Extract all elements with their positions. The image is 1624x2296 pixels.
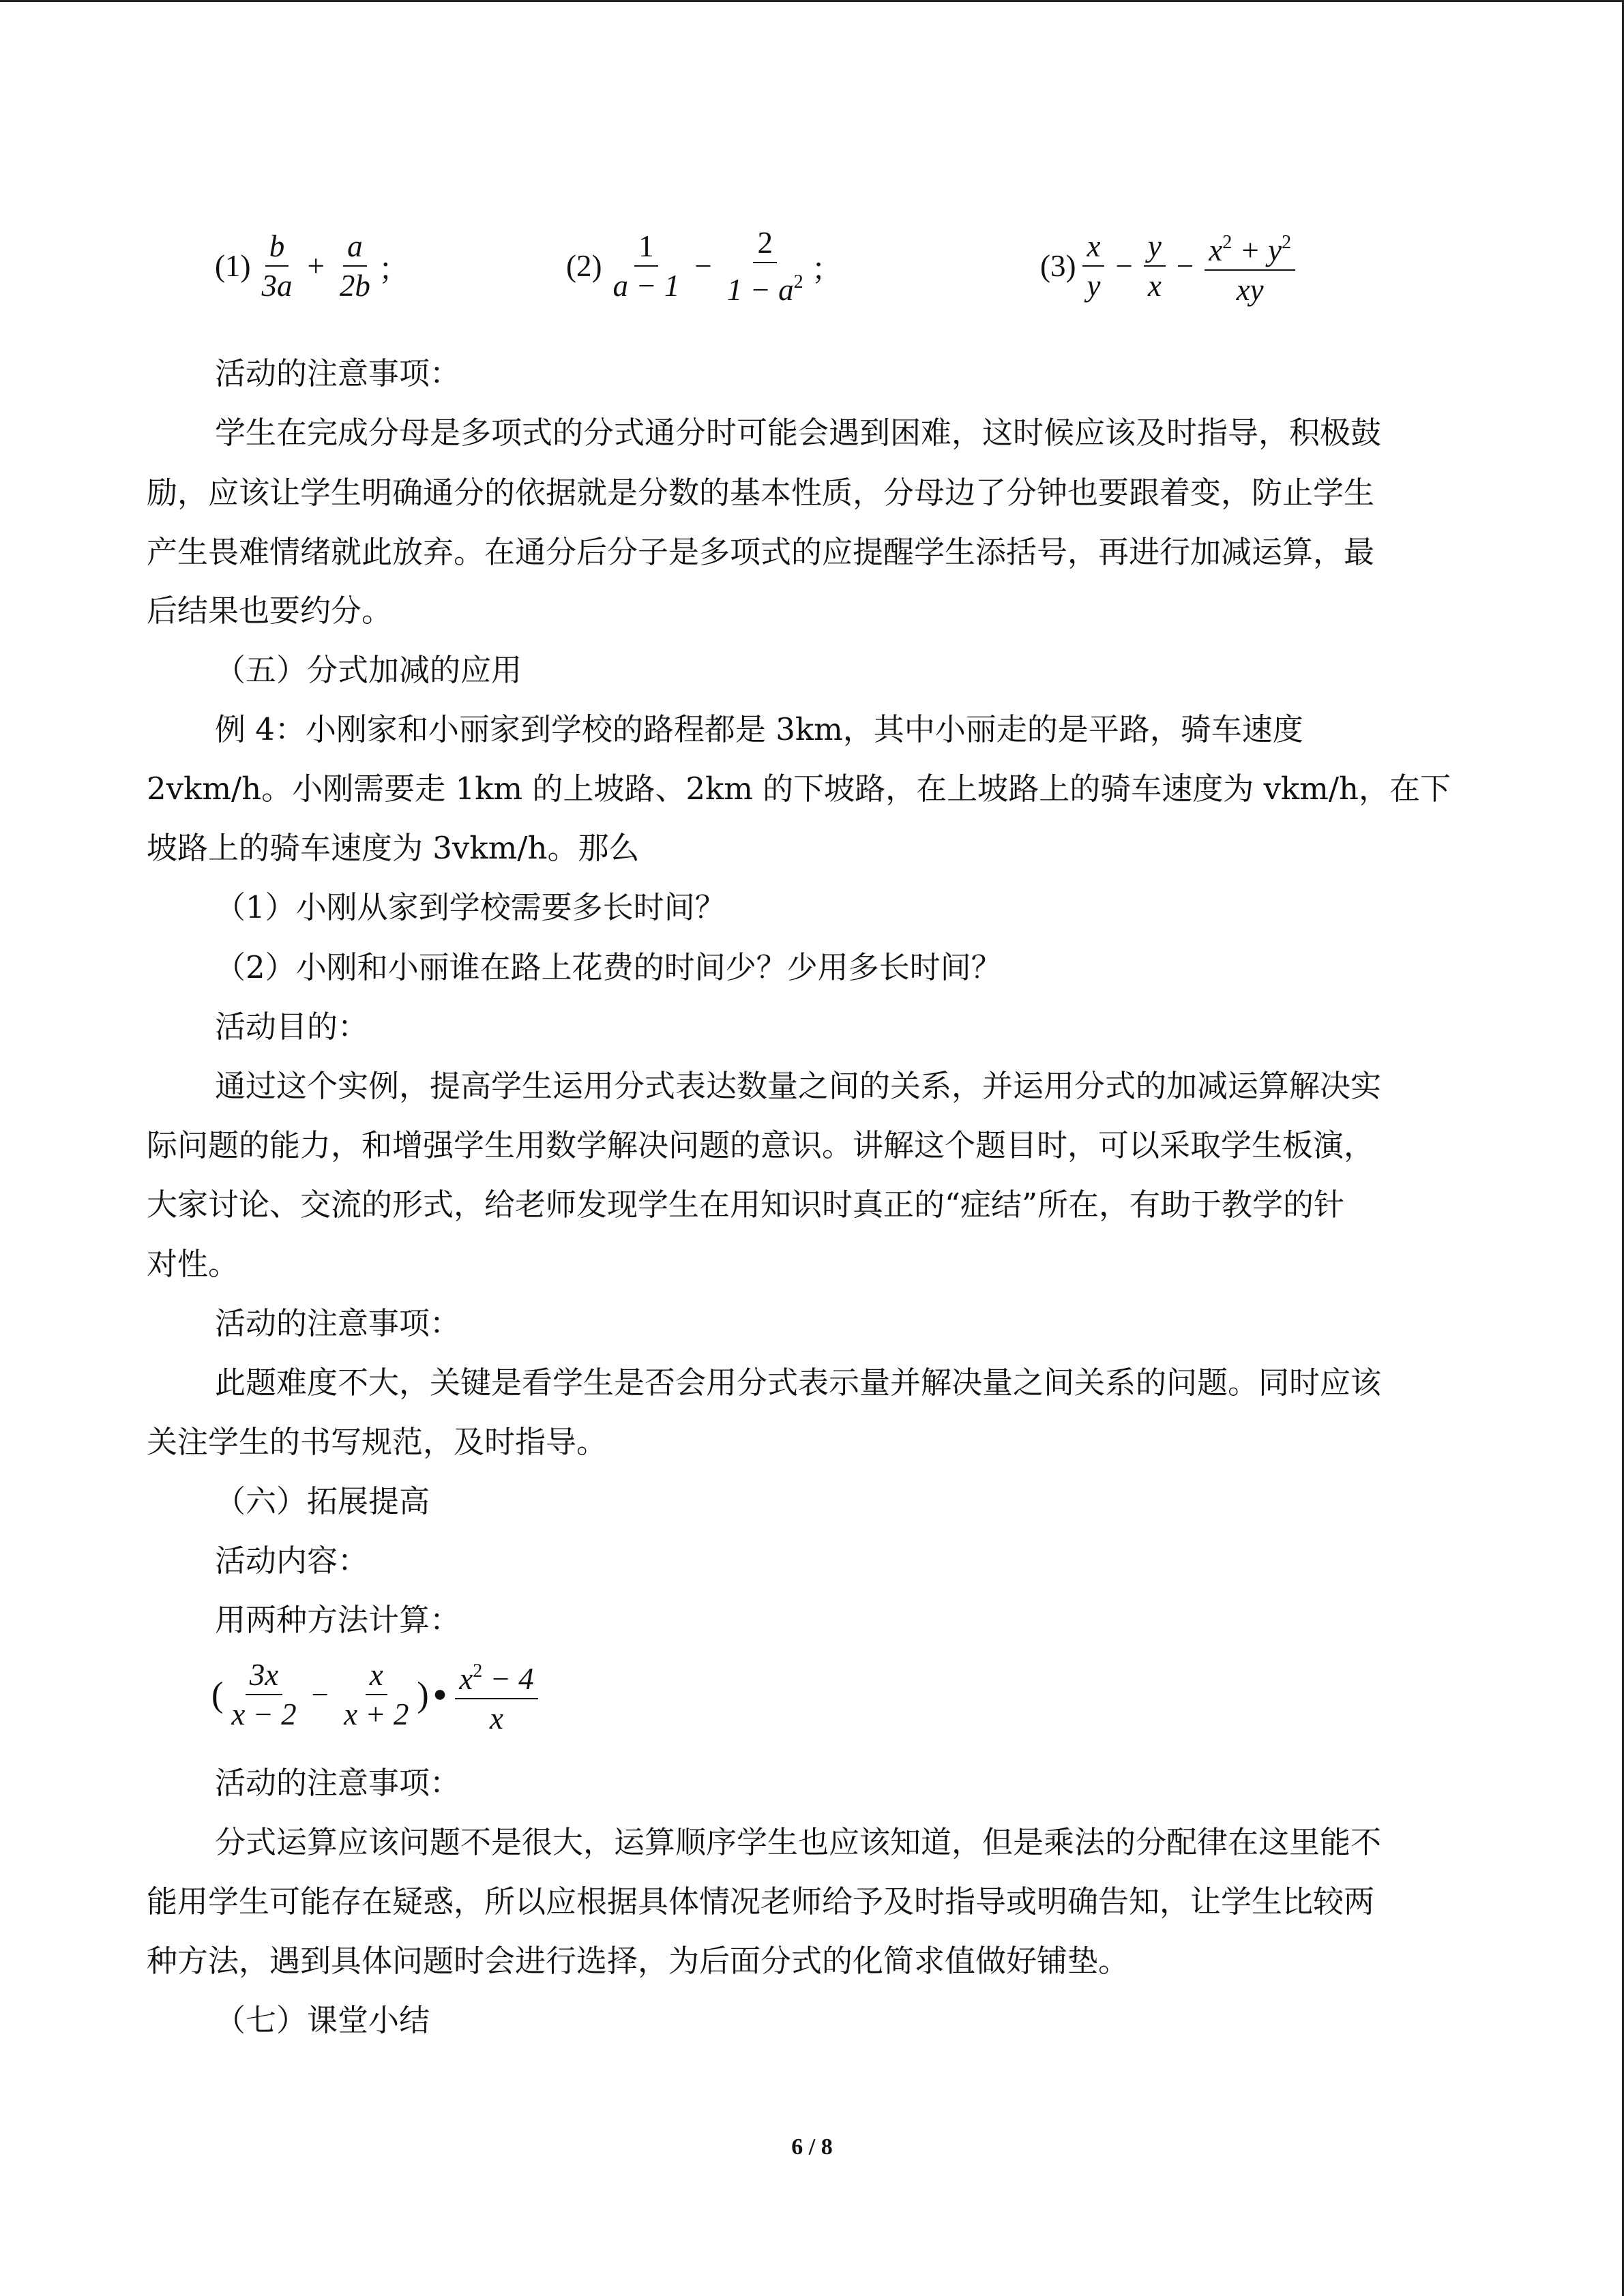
extension-formula: ( $\frac{3x}{x - 2}$ − $\frac{x}{x + 2}$ ) ● $\frac{x^2 - 4}{x}$ (211, 1643, 542, 1746)
paragraph-line: 通过这个实例，提高学生运用分式表达数量之间的关系，并运用分式的加减运算解决实 (215, 1068, 1382, 1104)
exercise-formulas (147, 211, 1460, 320)
fraction: $\frac{x^2 + y^2}{xy}$ (1205, 224, 1295, 309)
paragraph-line: 际问题的能力，和增强学生用数学解决问题的意识。讲解这个题目时，可以采取学生板演， (147, 1127, 1375, 1163)
formula-2: (2) $\frac{1}{a - 1}$ − $\frac{2}{1 - a^2}$ ； (566, 211, 842, 320)
paragraph-line: 大家讨论、交流的形式，给老师发现学生在用知识时真正的“症结”所在，有助于教学的针 (147, 1187, 1345, 1223)
section-heading: （六）拓展提高 (215, 1483, 430, 1519)
paragraph-line: 分式运算应该问题不是很大，运算顺序学生也应该知道，但是乘法的分配律在这里能不 (215, 1824, 1382, 1860)
fraction: $\frac{b}{3a}$ (257, 227, 296, 305)
notes-heading: 活动的注意事项： (215, 1765, 461, 1801)
example-line: 坡路上的骑车速度为 3vkm/h。那么 (147, 830, 640, 866)
formula-1: (1) $\frac{b}{3a}$ + $\frac{a}{2b}$ ； (215, 211, 409, 320)
question-item: （1）小刚从家到学校需要多长时间？ (215, 889, 726, 925)
paragraph-line: 种方法，遇到具体问题时会进行选择，为后面分式的化简求值做好铺垫。 (147, 1943, 1130, 1979)
example-line: 例 4：小刚家和小丽家到学校的路程都是 3km，其中小丽走的是平路，骑车速度 (215, 711, 1303, 747)
question-item: （2）小刚和小丽谁在路上花费的时间少？少用多长时间？ (215, 949, 1002, 985)
content-heading: 活动内容： (215, 1542, 369, 1579)
page-number: 6 / 8 (791, 2134, 833, 2160)
extension-formula-row (147, 1643, 1460, 1746)
paragraph-line: 此题难度不大，关键是看学生是否会用分式表示量并解决量之间关系的问题。同时应该 (215, 1365, 1382, 1401)
paragraph-line: 产生畏难情绪就此放弃。在通分后分子是多项式的应提醒学生添括号，再进行加减运算，最 (147, 534, 1375, 570)
paragraph-line: 关注学生的书写规范，及时指导。 (147, 1424, 608, 1460)
paragraph-line: 学生在完成分母是多项式的分式通分时可能会遇到困难，这时候应该及时指导，积极鼓 (215, 415, 1382, 451)
fraction: $\frac{a}{2b}$ (336, 227, 374, 305)
fraction: $\frac{x}{y}$ (1082, 227, 1104, 305)
fraction: $\frac{1}{a - 1}$ (608, 227, 683, 305)
notes-heading: 活动的注意事项： (215, 1305, 461, 1341)
fraction: $\frac{x}{x + 2}$ (340, 1656, 413, 1733)
section-heading: （五）分式加减的应用 (215, 652, 522, 688)
goal-heading: 活动目的： (215, 1009, 369, 1045)
formula-3: (3) $\frac{x}{y}$ − $\frac{y}{x}$ − $\frac{x^2 + y^2}{xy}$ (1040, 211, 1299, 320)
fraction: $\frac{3x}{x - 2}$ (227, 1656, 300, 1733)
fraction: $\frac{2}{1 - a^2}$ (723, 224, 808, 309)
fraction: $\frac{x^2 - 4}{x}$ (455, 1652, 537, 1738)
example-line: 2vkm/h。小刚需要走 1km 的上坡路、2km 的下坡路，在上坡路上的骑车速度为 vkm/h，在下 (147, 771, 1451, 807)
paragraph-line: 后结果也要约分。 (147, 593, 393, 629)
notes-heading: 活动的注意事项： (215, 355, 461, 391)
paragraph-line: 能用学生可能存在疑惑，所以应根据具体情况老师给予及时指导或明确告知，让学生比较两 (147, 1883, 1375, 1920)
paragraph-line: 对性。 (147, 1246, 239, 1282)
paragraph-line: 用两种方法计算： (215, 1602, 461, 1638)
paragraph-line: 励，应该让学生明确通分的依据就是分数的基本性质，分母边了分钟也要跟着变，防止学生 (147, 475, 1375, 511)
fraction: $\frac{y}{x}$ (1144, 227, 1166, 305)
section-heading: （七）课堂小结 (215, 2002, 430, 2038)
